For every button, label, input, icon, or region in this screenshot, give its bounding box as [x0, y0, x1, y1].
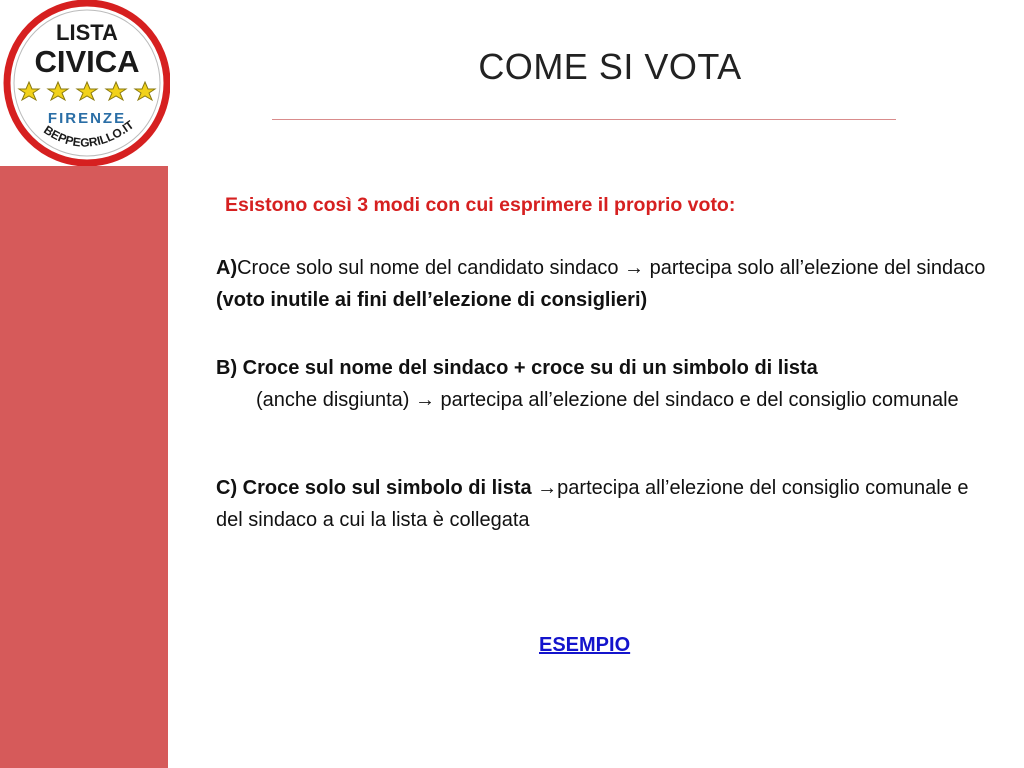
title-divider	[272, 119, 896, 120]
option-b-bold: B) Croce sul nome del sindaco + croce su di un simbolo di lista	[216, 357, 818, 379]
arrow-right-icon: →	[537, 477, 558, 499]
option-a	[216, 252, 996, 316]
option-b	[216, 352, 996, 416]
option-a-bold: (voto inutile ai fini dell’elezione di consiglieri)	[216, 289, 648, 311]
option-b-detail	[216, 384, 996, 416]
logo-text-firenze: FIRENZE	[47, 110, 127, 127]
option-a-label: A)	[216, 257, 238, 279]
option-b-text1: (anche disgiunta)	[256, 389, 415, 411]
option-c-text: partecipa all’elezione del consiglio comunale e del sindaco a cui la lista è collegata	[216, 477, 969, 531]
intro-text: Esistono così 3 modi con cui esprimere il proprio voto:	[225, 194, 736, 216]
sidebar-band	[0, 166, 168, 768]
slide-title: COME SI VOTA	[478, 46, 742, 87]
option-a-text2: partecipa solo all’elezione del sindaco	[644, 257, 986, 279]
lista-civica-logo	[0, 0, 170, 166]
arrow-right-icon: →	[624, 257, 645, 279]
option-a-text1: Croce solo sul nome del candidato sindaco	[237, 257, 625, 279]
option-b-text2: partecipa all’elezione del sindaco e del consiglio comunale	[434, 389, 959, 411]
option-c-bold: C) Croce solo sul simbolo di lista	[216, 477, 538, 499]
arrow-right-icon: →	[414, 389, 435, 411]
logo-text-civica: CIVICA	[34, 44, 140, 79]
logo-text-beppegrillo: BEPPEGRILLO.IT	[41, 117, 137, 150]
logo-text-lista: LISTA	[56, 20, 118, 45]
example-link[interactable]: ESEMPIO	[539, 634, 631, 656]
option-c	[216, 472, 996, 536]
